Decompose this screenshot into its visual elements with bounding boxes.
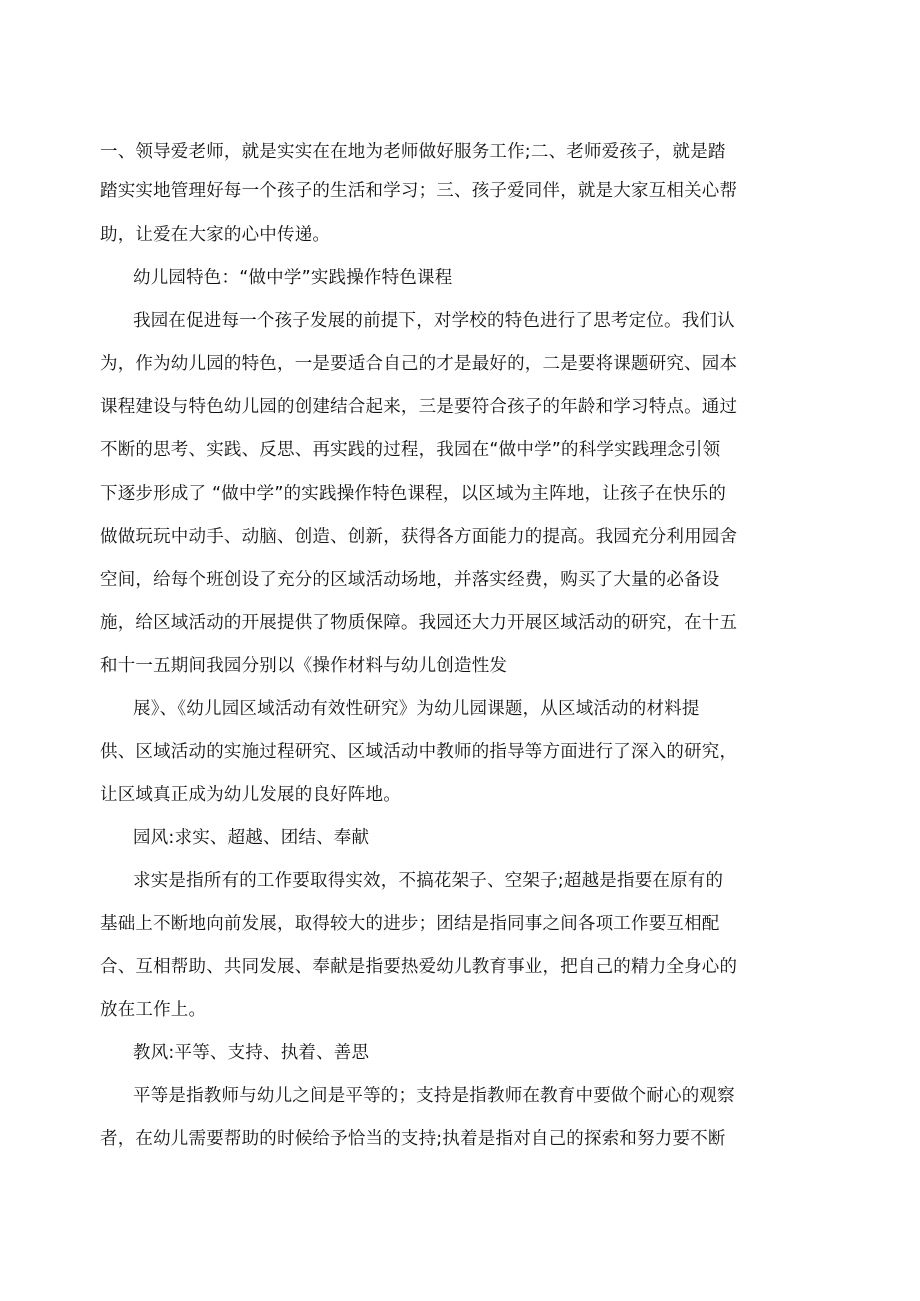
text-line: 放在工作上。	[100, 1000, 207, 1020]
text-line: 平等是指教师与幼儿之间是平等的；支持是指教师在教育中要做个耐心的观察	[133, 1086, 735, 1106]
text-line: 让区域真正成为幼儿发展的良好阵地。	[100, 785, 401, 805]
text-line: 做做玩玩中动手、动脑、创造、创新，获得各方面能力的提高。我园充分利用园舍	[100, 527, 738, 547]
text-line: 踏实实地管理好每一个孩子的生活和学习；三、孩子爱同伴，就是大家互相关心帮	[100, 181, 738, 201]
text-line: 求实是指所有的工作要取得实效，不搞花架子、空架子;超越是指要在原有的	[133, 871, 724, 891]
text-line: 一、领导爱老师，就是实实在在地为老师做好服务工作;二、老师爱孩子，就是踏	[100, 142, 726, 162]
text-line: 为，作为幼儿园的特色，一是要适合自己的才是最好的，二是要将课题研究、园本	[100, 354, 738, 374]
text-line: 施，给区域活动的开展提供了物质保障。我园还大力开展区域活动的研究，在十五	[100, 613, 738, 633]
text-line: 我园在促进每一个孩子发展的前提下，对学校的特色进行了思考定位。我们认	[133, 311, 735, 331]
text-line: 供、区域活动的实施过程研究、区域活动中教师的指导等方面进行了深入的研究，	[100, 742, 738, 762]
text-line: 者，在幼儿需要帮助的时候给予恰当的支持;执着是指对自己的探索和努力要不断	[100, 1129, 726, 1149]
text-line: 空间，给每个班创设了充分的区域活动场地，并落实经费，购买了大量的必备设	[100, 570, 720, 590]
text-line: 和十一五期间我园分别以《操作材料与幼儿创造性发	[100, 656, 508, 676]
text-line: 基础上不断地向前发展，取得较大的进步；团结是指同事之间各项工作要互相配	[100, 914, 720, 934]
text-line: 助，让爱在大家的心中传递。	[100, 225, 331, 245]
section-heading: 教风:平等、支持、执着、善思	[133, 1043, 370, 1063]
section-heading: 幼儿园特色：“做中学”实践操作特色课程	[133, 268, 453, 288]
text-line: 不断的思考、实践、反思、再实践的过程，我园在“做中学”的科学实践理念引领	[100, 440, 721, 460]
section-heading: 园风:求实、超越、团结、奉献	[133, 828, 370, 848]
text-line: 课程建设与特色幼儿园的创建结合起来，三是要符合孩子的年龄和学习特点。通过	[100, 397, 738, 417]
text-line: 展》、《幼儿园区域活动有效性研究》为幼儿园课题，从区域活动的材料提	[133, 699, 700, 719]
text-line: 下逐步形成了 “做中学”的实践操作特色课程，以区域为主阵地，让孩子在快乐的	[100, 484, 727, 504]
text-line: 合、互相帮助、共同发展、奉献是指要热爱幼儿教育事业，把自己的精力全身心的	[100, 957, 738, 977]
